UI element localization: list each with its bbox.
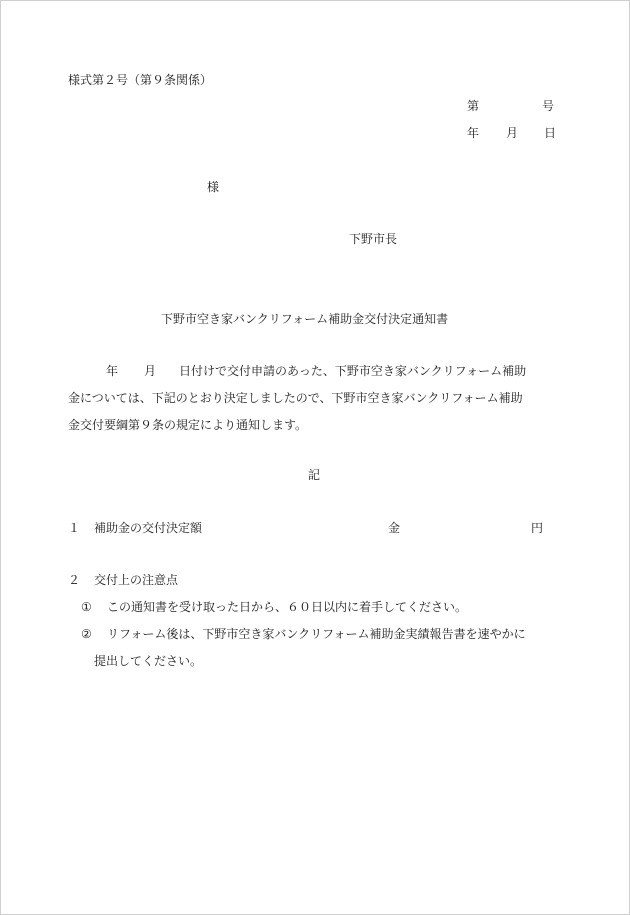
- body-year-label: 年: [106, 364, 119, 378]
- ki-heading: 記: [308, 468, 321, 482]
- amount-prefix: 金: [388, 521, 401, 535]
- note-1-text: この通知書を受け取った日から、６０日以内に着手してください。: [107, 600, 468, 614]
- body-line-1-text: 日付けで交付申請のあった、下野市空き家バンクリフォーム補助: [179, 364, 527, 378]
- note-2-mark: ②: [81, 627, 92, 641]
- document-title: 下野市空き家バンクリフォーム補助金交付決定通知書: [161, 312, 449, 326]
- document-number-suffix: 号: [542, 99, 555, 113]
- note-2-text: リフォーム後は、下野市空き家バンクリフォーム補助金実績報告書を速やかに: [107, 627, 526, 641]
- addressee-honorific: 様: [207, 180, 220, 194]
- item-1-label: 補助金の交付決定額: [94, 521, 203, 535]
- item-2-number: ２: [68, 573, 81, 587]
- sender-name: 下野市長: [349, 232, 398, 246]
- item-2-label: 交付上の注意点: [94, 573, 179, 587]
- body-line-1: [68, 358, 562, 385]
- note-2-continuation: 提出してください。: [94, 654, 203, 668]
- date-day-label: 日: [544, 126, 557, 140]
- date-year-label: 年: [467, 126, 480, 140]
- form-number: 様式第２号（第９条関係）: [68, 73, 213, 87]
- body-line-3: 金交付要綱第９条の規定により通知します。: [68, 418, 308, 432]
- date-month-label: 月: [506, 126, 519, 140]
- body-line-2: 金については、下記のとおり決定しましたので、下野市空き家バンクリフォーム補助: [68, 391, 523, 405]
- item-1-number: １: [68, 521, 81, 535]
- body-month-label: 月: [144, 364, 157, 378]
- amount-suffix: 円: [531, 521, 544, 535]
- body-paragraph: [68, 358, 562, 439]
- note-1-mark: ①: [81, 600, 92, 614]
- document-number-prefix: 第: [467, 99, 480, 113]
